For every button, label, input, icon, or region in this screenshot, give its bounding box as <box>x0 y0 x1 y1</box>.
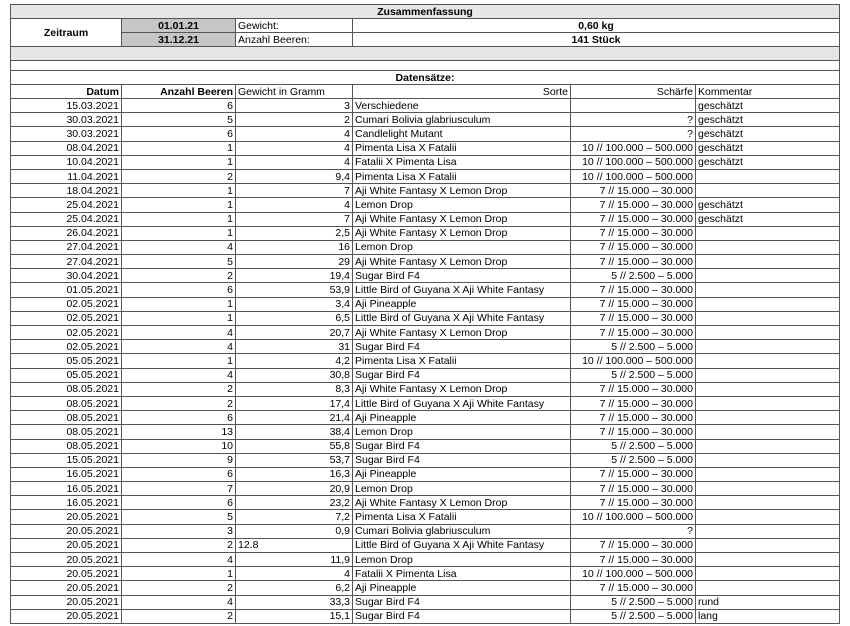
cell-sorte[interactable]: Lemon Drop <box>353 198 571 212</box>
table-row <box>11 141 840 155</box>
cell-sorte[interactable]: Aji Pineapple <box>353 411 571 425</box>
cell-anzahl[interactable]: 1 <box>122 141 236 155</box>
cell-schaerfe[interactable]: 7 // 15.000 – 30.000 <box>571 184 696 198</box>
cell-schaerfe[interactable]: 7 // 15.000 – 30.000 <box>571 283 696 297</box>
cell-sorte[interactable]: Aji Pineapple <box>353 467 571 481</box>
cell-datum[interactable]: 08.05.2021 <box>11 439 122 453</box>
cell-datum[interactable]: 08.05.2021 <box>11 425 122 439</box>
cell-datum[interactable]: 02.05.2021 <box>11 297 122 311</box>
cell-datum[interactable]: 08.05.2021 <box>11 411 122 425</box>
cell-kommentar[interactable]: geschätzt <box>696 212 840 226</box>
cell-gewicht[interactable]: 3 <box>236 99 353 113</box>
cell-sorte[interactable]: Little Bird of Guyana X Aji White Fantasy <box>353 396 571 410</box>
cell-gewicht[interactable]: 7,2 <box>236 510 353 524</box>
cell-schaerfe[interactable]: 5 // 2.500 – 5.000 <box>571 439 696 453</box>
cell-sorte[interactable]: Sugar Bird F4 <box>353 340 571 354</box>
cell-gewicht[interactable]: 4 <box>236 155 353 169</box>
cell-gewicht[interactable]: 30,8 <box>236 368 353 382</box>
cell-kommentar[interactable] <box>696 368 840 382</box>
cell-kommentar[interactable] <box>696 354 840 368</box>
cell-datum[interactable]: 25.04.2021 <box>11 212 122 226</box>
cell-datum[interactable]: 20.05.2021 <box>11 581 122 595</box>
cell-datum[interactable]: 16.05.2021 <box>11 467 122 481</box>
cell-gewicht[interactable]: 6,2 <box>236 581 353 595</box>
cell-kommentar[interactable] <box>696 553 840 567</box>
cell-kommentar[interactable]: geschätzt <box>696 198 840 212</box>
cell-gewicht[interactable]: 23,2 <box>236 496 353 510</box>
cell-anzahl[interactable]: 4 <box>122 240 236 254</box>
cell-kommentar[interactable] <box>696 169 840 183</box>
cell-anzahl[interactable]: 5 <box>122 255 236 269</box>
cell-anzahl[interactable]: 2 <box>122 382 236 396</box>
cell-sorte[interactable]: Cumari Bolivia glabriusculum <box>353 524 571 538</box>
cell-kommentar[interactable] <box>696 524 840 538</box>
cell-kommentar[interactable] <box>696 538 840 552</box>
cell-datum[interactable]: 08.04.2021 <box>11 141 122 155</box>
cell-anzahl[interactable]: 13 <box>122 425 236 439</box>
cell-sorte[interactable]: Aji White Fantasy X Lemon Drop <box>353 382 571 396</box>
cell-gewicht[interactable]: 4 <box>236 141 353 155</box>
cell-kommentar[interactable] <box>696 255 840 269</box>
table-row <box>11 396 840 410</box>
table-row <box>11 354 840 368</box>
cell-kommentar[interactable] <box>696 510 840 524</box>
cell-datum[interactable]: 02.05.2021 <box>11 311 122 325</box>
cell-schaerfe[interactable]: 10 // 100.000 – 500.000 <box>571 141 696 155</box>
cell-kommentar[interactable] <box>696 340 840 354</box>
cell-datum[interactable]: 27.04.2021 <box>11 255 122 269</box>
cell-anzahl[interactable]: 6 <box>122 283 236 297</box>
col-header-anzahl: Anzahl Beeren <box>122 85 236 99</box>
cell-schaerfe[interactable]: ? <box>571 524 696 538</box>
table-row <box>11 326 840 340</box>
cell-sorte[interactable]: Lemon Drop <box>353 425 571 439</box>
cell-gewicht[interactable]: 31 <box>236 340 353 354</box>
cell-sorte[interactable]: Sugar Bird F4 <box>353 453 571 467</box>
cell-kommentar[interactable] <box>696 581 840 595</box>
cell-kommentar[interactable] <box>696 396 840 410</box>
cell-gewicht[interactable]: 17,4 <box>236 396 353 410</box>
cell-schaerfe[interactable]: 10 // 100.000 – 500.000 <box>571 169 696 183</box>
cell-datum[interactable]: 02.05.2021 <box>11 326 122 340</box>
table-row <box>11 297 840 311</box>
weight-value: 0,60 kg <box>353 19 840 33</box>
cell-datum[interactable]: 02.05.2021 <box>11 340 122 354</box>
count-label: Anzahl Beeren: <box>236 33 353 47</box>
table-row <box>11 581 840 595</box>
spreadsheet <box>10 4 840 624</box>
cell-kommentar[interactable] <box>696 453 840 467</box>
cell-anzahl[interactable]: 1 <box>122 198 236 212</box>
cell-sorte[interactable]: Pimenta Lisa X Fatalii <box>353 141 571 155</box>
cell-kommentar[interactable] <box>696 439 840 453</box>
cell-gewicht[interactable]: 55,8 <box>236 439 353 453</box>
spacer-row <box>11 61 840 71</box>
cell-schaerfe[interactable]: 7 // 15.000 – 30.000 <box>571 198 696 212</box>
cell-schaerfe[interactable] <box>571 99 696 113</box>
cell-sorte[interactable]: Lemon Drop <box>353 553 571 567</box>
cell-datum[interactable]: 20.05.2021 <box>11 609 122 623</box>
cell-kommentar[interactable]: lang <box>696 609 840 623</box>
cell-anzahl[interactable]: 2 <box>122 581 236 595</box>
table-row <box>11 340 840 354</box>
cell-sorte[interactable]: Aji White Fantasy X Lemon Drop <box>353 212 571 226</box>
cell-gewicht[interactable]: 20,7 <box>236 326 353 340</box>
cell-datum[interactable]: 20.05.2021 <box>11 538 122 552</box>
cell-anzahl[interactable]: 6 <box>122 127 236 141</box>
cell-kommentar[interactable] <box>696 411 840 425</box>
column-header-row <box>11 85 840 99</box>
cell-anzahl[interactable]: 1 <box>122 212 236 226</box>
table-row <box>11 269 840 283</box>
cell-schaerfe[interactable]: 7 // 15.000 – 30.000 <box>571 255 696 269</box>
cell-gewicht[interactable]: 2,5 <box>236 226 353 240</box>
cell-datum[interactable]: 20.05.2021 <box>11 553 122 567</box>
cell-anzahl[interactable]: 6 <box>122 467 236 481</box>
cell-schaerfe[interactable]: 7 // 15.000 – 30.000 <box>571 240 696 254</box>
cell-gewicht[interactable]: 53,9 <box>236 283 353 297</box>
cell-anzahl[interactable]: 1 <box>122 226 236 240</box>
cell-anzahl[interactable]: 4 <box>122 595 236 609</box>
cell-anzahl[interactable]: 2 <box>122 396 236 410</box>
cell-schaerfe[interactable]: 10 // 100.000 – 500.000 <box>571 354 696 368</box>
cell-anzahl[interactable]: 4 <box>122 340 236 354</box>
cell-gewicht[interactable]: 2 <box>236 113 353 127</box>
cell-sorte[interactable]: Aji White Fantasy X Lemon Drop <box>353 496 571 510</box>
cell-gewicht[interactable]: 53,7 <box>236 453 353 467</box>
cell-datum[interactable]: 25.04.2021 <box>11 198 122 212</box>
cell-datum[interactable]: 20.05.2021 <box>11 510 122 524</box>
date-to[interactable]: 31.12.21 <box>122 33 236 47</box>
cell-sorte[interactable]: Lemon Drop <box>353 482 571 496</box>
cell-kommentar[interactable]: geschätzt <box>696 155 840 169</box>
cell-schaerfe[interactable]: 10 // 100.000 – 500.000 <box>571 155 696 169</box>
cell-schaerfe[interactable]: 7 // 15.000 – 30.000 <box>571 425 696 439</box>
cell-schaerfe[interactable]: 10 // 100.000 – 500.000 <box>571 510 696 524</box>
table-row <box>11 311 840 325</box>
cell-sorte[interactable]: Aji White Fantasy X Lemon Drop <box>353 184 571 198</box>
cell-kommentar[interactable] <box>696 567 840 581</box>
cell-kommentar[interactable] <box>696 184 840 198</box>
cell-sorte[interactable]: Fatalii X Pimenta Lisa <box>353 155 571 169</box>
cell-kommentar[interactable]: rund <box>696 595 840 609</box>
cell-datum[interactable]: 30.04.2021 <box>11 269 122 283</box>
cell-gewicht[interactable]: 16 <box>236 240 353 254</box>
records-title: Datensätze: <box>11 71 840 85</box>
cell-gewicht[interactable]: 7 <box>236 184 353 198</box>
cell-gewicht[interactable]: 0,9 <box>236 524 353 538</box>
cell-datum[interactable]: 15.05.2021 <box>11 453 122 467</box>
cell-anzahl[interactable]: 3 <box>122 524 236 538</box>
cell-anzahl[interactable]: 4 <box>122 368 236 382</box>
cell-schaerfe[interactable]: 7 // 15.000 – 30.000 <box>571 382 696 396</box>
cell-datum[interactable]: 26.04.2021 <box>11 226 122 240</box>
table-row <box>11 467 840 481</box>
cell-schaerfe[interactable]: 7 // 15.000 – 30.000 <box>571 482 696 496</box>
cell-anzahl[interactable]: 1 <box>122 354 236 368</box>
cell-kommentar[interactable]: geschätzt <box>696 99 840 113</box>
cell-anzahl[interactable]: 10 <box>122 439 236 453</box>
cell-anzahl[interactable]: 5 <box>122 113 236 127</box>
cell-sorte[interactable]: Aji White Fantasy X Lemon Drop <box>353 255 571 269</box>
cell-gewicht[interactable]: 7 <box>236 212 353 226</box>
cell-kommentar[interactable] <box>696 326 840 340</box>
cell-datum[interactable]: 11.04.2021 <box>11 169 122 183</box>
cell-schaerfe[interactable]: 5 // 2.500 – 5.000 <box>571 595 696 609</box>
summary-title: Zusammenfassung <box>11 5 840 19</box>
table-row <box>11 155 840 169</box>
table-row <box>11 538 840 552</box>
cell-anzahl[interactable]: 1 <box>122 297 236 311</box>
cell-anzahl[interactable]: 4 <box>122 326 236 340</box>
cell-schaerfe[interactable]: 7 // 15.000 – 30.000 <box>571 411 696 425</box>
cell-schaerfe[interactable]: 7 // 15.000 – 30.000 <box>571 226 696 240</box>
cell-schaerfe[interactable]: 5 // 2.500 – 5.000 <box>571 368 696 382</box>
cell-anzahl[interactable]: 6 <box>122 411 236 425</box>
cell-gewicht[interactable]: 16,3 <box>236 467 353 481</box>
table-row <box>11 198 840 212</box>
table-row <box>11 609 840 623</box>
summary-separator <box>11 47 840 61</box>
table-row <box>11 226 840 240</box>
cell-datum[interactable]: 20.05.2021 <box>11 595 122 609</box>
cell-sorte[interactable]: Verschiedene <box>353 99 571 113</box>
cell-datum[interactable]: 05.05.2021 <box>11 368 122 382</box>
cell-gewicht[interactable]: 20,9 <box>236 482 353 496</box>
cell-schaerfe[interactable]: 7 // 15.000 – 30.000 <box>571 581 696 595</box>
cell-gewicht[interactable]: 29 <box>236 255 353 269</box>
cell-kommentar[interactable]: geschätzt <box>696 127 840 141</box>
table-row <box>11 567 840 581</box>
cell-anzahl[interactable]: 5 <box>122 510 236 524</box>
cell-gewicht[interactable]: 21,4 <box>236 411 353 425</box>
cell-sorte[interactable]: Little Bird of Guyana X Aji White Fantasy <box>353 538 571 552</box>
cell-schaerfe[interactable]: 7 // 15.000 – 30.000 <box>571 297 696 311</box>
cell-sorte[interactable]: Sugar Bird F4 <box>353 269 571 283</box>
cell-anzahl[interactable]: 2 <box>122 538 236 552</box>
table-row <box>11 127 840 141</box>
cell-kommentar[interactable] <box>696 269 840 283</box>
col-header-sorte: Sorte <box>353 85 571 99</box>
table-row <box>11 425 840 439</box>
cell-sorte[interactable]: Cumari Bolivia glabriusculum <box>353 113 571 127</box>
weight-label: Gewicht: <box>236 19 353 33</box>
cell-datum[interactable]: 30.03.2021 <box>11 113 122 127</box>
cell-datum[interactable]: 05.05.2021 <box>11 354 122 368</box>
table-row <box>11 368 840 382</box>
cell-schaerfe[interactable]: ? <box>571 113 696 127</box>
cell-gewicht[interactable]: 33,3 <box>236 595 353 609</box>
cell-datum[interactable]: 01.05.2021 <box>11 283 122 297</box>
cell-gewicht[interactable]: 6,5 <box>236 311 353 325</box>
cell-schaerfe[interactable]: 10 // 100.000 – 500.000 <box>571 567 696 581</box>
cell-sorte[interactable]: Pimenta Lisa X Fatalii <box>353 354 571 368</box>
cell-sorte[interactable]: Sugar Bird F4 <box>353 368 571 382</box>
cell-schaerfe[interactable]: 5 // 2.500 – 5.000 <box>571 269 696 283</box>
cell-datum[interactable]: 16.05.2021 <box>11 482 122 496</box>
cell-anzahl[interactable]: 6 <box>122 496 236 510</box>
cell-gewicht[interactable]: 4 <box>236 567 353 581</box>
cell-datum[interactable]: 27.04.2021 <box>11 240 122 254</box>
cell-sorte[interactable]: Pimenta Lisa X Fatalii <box>353 510 571 524</box>
table-row <box>11 510 840 524</box>
table-row <box>11 553 840 567</box>
cell-schaerfe[interactable]: 7 // 15.000 – 30.000 <box>571 326 696 340</box>
cell-kommentar[interactable] <box>696 382 840 396</box>
cell-schaerfe[interactable]: 7 // 15.000 – 30.000 <box>571 396 696 410</box>
cell-sorte[interactable]: Sugar Bird F4 <box>353 439 571 453</box>
cell-datum[interactable]: 08.05.2021 <box>11 382 122 396</box>
cell-gewicht[interactable]: 4,2 <box>236 354 353 368</box>
cell-anzahl[interactable]: 4 <box>122 553 236 567</box>
cell-sorte[interactable]: Fatalii X Pimenta Lisa <box>353 567 571 581</box>
cell-schaerfe[interactable]: 5 // 2.500 – 5.000 <box>571 340 696 354</box>
cell-gewicht[interactable]: 38,4 <box>236 425 353 439</box>
cell-anzahl[interactable]: 2 <box>122 169 236 183</box>
cell-gewicht[interactable]: 9,4 <box>236 169 353 183</box>
cell-schaerfe[interactable]: 7 // 15.000 – 30.000 <box>571 553 696 567</box>
table-row <box>11 184 840 198</box>
date-from[interactable]: 01.01.21 <box>122 19 236 33</box>
cell-kommentar[interactable] <box>696 240 840 254</box>
cell-kommentar[interactable] <box>696 482 840 496</box>
cell-datum[interactable]: 20.05.2021 <box>11 524 122 538</box>
cell-anzahl[interactable]: 2 <box>122 269 236 283</box>
cell-sorte[interactable]: Sugar Bird F4 <box>353 595 571 609</box>
table-row <box>11 255 840 269</box>
table-row <box>11 283 840 297</box>
table-row <box>11 382 840 396</box>
table-row <box>11 169 840 183</box>
cell-kommentar[interactable] <box>696 283 840 297</box>
cell-datum[interactable]: 20.05.2021 <box>11 567 122 581</box>
cell-schaerfe[interactable]: 7 // 15.000 – 30.000 <box>571 212 696 226</box>
cell-kommentar[interactable] <box>696 311 840 325</box>
cell-kommentar[interactable] <box>696 467 840 481</box>
cell-datum[interactable]: 10.04.2021 <box>11 155 122 169</box>
table-row <box>11 496 840 510</box>
cell-gewicht[interactable]: 19,4 <box>236 269 353 283</box>
cell-schaerfe[interactable]: 7 // 15.000 – 30.000 <box>571 538 696 552</box>
cell-gewicht[interactable]: 4 <box>236 198 353 212</box>
table-row <box>11 212 840 226</box>
cell-gewicht[interactable]: 3,4 <box>236 297 353 311</box>
cell-gewicht[interactable]: 8,3 <box>236 382 353 396</box>
cell-anzahl[interactable]: 1 <box>122 184 236 198</box>
cell-anzahl[interactable]: 1 <box>122 567 236 581</box>
cell-schaerfe[interactable]: 7 // 15.000 – 30.000 <box>571 311 696 325</box>
cell-anzahl[interactable]: 2 <box>122 609 236 623</box>
cell-anzahl[interactable]: 6 <box>122 99 236 113</box>
cell-sorte[interactable]: Little Bird of Guyana X Aji White Fantasy <box>353 311 571 325</box>
cell-datum[interactable]: 08.05.2021 <box>11 396 122 410</box>
table-row <box>11 482 840 496</box>
table-row <box>11 524 840 538</box>
cell-gewicht[interactable]: 11,9 <box>236 553 353 567</box>
table-row <box>11 99 840 113</box>
cell-gewicht[interactable]: 12.8 <box>236 538 353 552</box>
cell-sorte[interactable]: Aji Pineapple <box>353 581 571 595</box>
cell-sorte[interactable]: Aji White Fantasy X Lemon Drop <box>353 326 571 340</box>
cell-gewicht[interactable]: 4 <box>236 127 353 141</box>
cell-datum[interactable]: 30.03.2021 <box>11 127 122 141</box>
cell-gewicht[interactable]: 15,1 <box>236 609 353 623</box>
cell-kommentar[interactable] <box>696 425 840 439</box>
cell-schaerfe[interactable]: 7 // 15.000 – 30.000 <box>571 496 696 510</box>
records-table <box>10 61 840 624</box>
table-row <box>11 453 840 467</box>
table-row <box>11 113 840 127</box>
cell-kommentar[interactable] <box>696 496 840 510</box>
cell-datum[interactable]: 15.03.2021 <box>11 99 122 113</box>
col-header-datum: Datum <box>11 85 122 99</box>
cell-sorte[interactable]: Lemon Drop <box>353 240 571 254</box>
cell-sorte[interactable]: Sugar Bird F4 <box>353 609 571 623</box>
col-header-kommentar: Kommentar <box>696 85 840 99</box>
cell-sorte[interactable]: Little Bird of Guyana X Aji White Fantasy <box>353 283 571 297</box>
records-body <box>11 99 840 624</box>
table-row <box>11 240 840 254</box>
cell-kommentar[interactable] <box>696 297 840 311</box>
table-row <box>11 439 840 453</box>
cell-anzahl[interactable]: 1 <box>122 155 236 169</box>
cell-sorte[interactable]: Candlelight Mutant <box>353 127 571 141</box>
cell-sorte[interactable]: Pimenta Lisa X Fatalii <box>353 169 571 183</box>
cell-datum[interactable]: 16.05.2021 <box>11 496 122 510</box>
zeitraum-label: Zeitraum <box>11 19 122 47</box>
table-row <box>11 411 840 425</box>
summary-table <box>10 4 840 61</box>
cell-schaerfe[interactable]: 5 // 2.500 – 5.000 <box>571 453 696 467</box>
table-row <box>11 595 840 609</box>
cell-schaerfe[interactable]: 5 // 2.500 – 5.000 <box>571 609 696 623</box>
cell-anzahl[interactable]: 9 <box>122 453 236 467</box>
cell-schaerfe[interactable]: ? <box>571 127 696 141</box>
cell-schaerfe[interactable]: 7 // 15.000 – 30.000 <box>571 467 696 481</box>
cell-sorte[interactable]: Aji White Fantasy X Lemon Drop <box>353 226 571 240</box>
cell-kommentar[interactable] <box>696 226 840 240</box>
count-value: 141 Stück <box>353 33 840 47</box>
col-header-gewicht: Gewicht in Gramm <box>236 85 353 99</box>
cell-datum[interactable]: 18.04.2021 <box>11 184 122 198</box>
cell-kommentar[interactable]: geschätzt <box>696 141 840 155</box>
cell-anzahl[interactable]: 1 <box>122 311 236 325</box>
cell-sorte[interactable]: Aji Pineapple <box>353 297 571 311</box>
cell-anzahl[interactable]: 7 <box>122 482 236 496</box>
cell-kommentar[interactable]: geschätzt <box>696 113 840 127</box>
col-header-schaerfe: Schärfe <box>571 85 696 99</box>
